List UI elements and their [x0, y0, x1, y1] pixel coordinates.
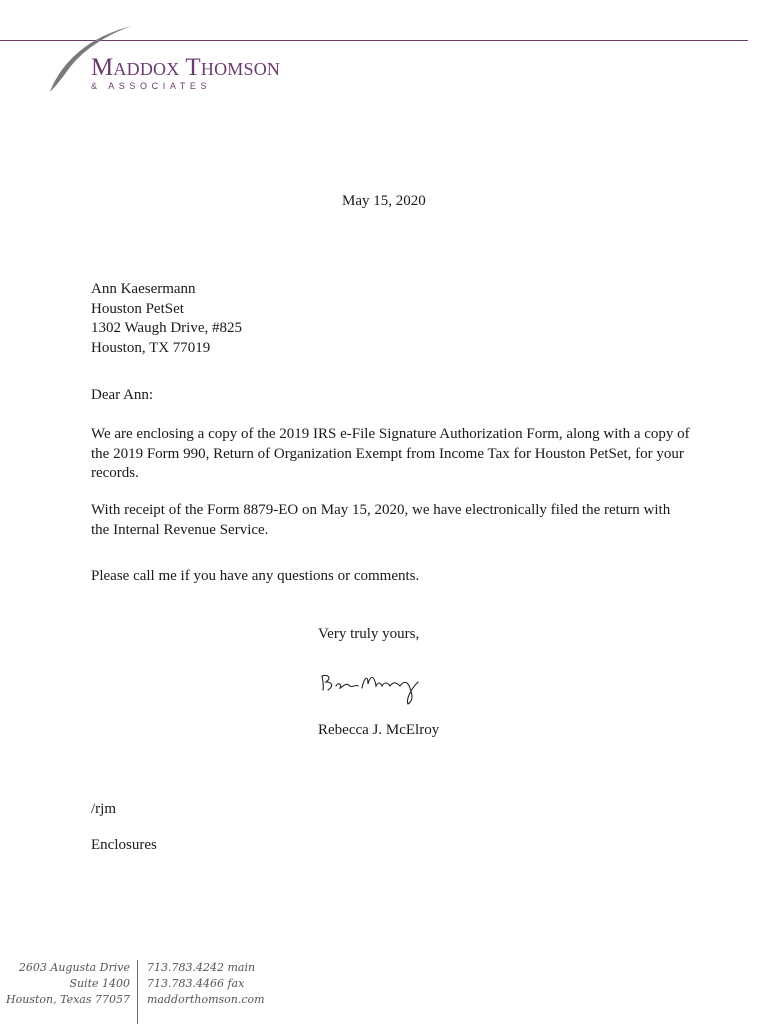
logo-subtitle: & ASSOCIATES: [91, 81, 212, 91]
footer-phone: 713.783.4242 main: [147, 961, 256, 974]
footer-suite: Suite 1400: [69, 977, 130, 990]
recipient-organization: Houston PetSet: [91, 300, 184, 317]
typist-initials: /rjm: [91, 801, 116, 817]
footer-fax: 713.783.4466 fax: [147, 977, 245, 990]
footer-city: Houston, Texas 77057: [6, 993, 130, 1006]
closing: Very truly yours,: [318, 626, 420, 642]
signature-image: [318, 660, 428, 710]
footer-street: 2603 Augusta Drive: [18, 961, 130, 974]
footer-address: [6, 960, 130, 1008]
enclosures-note: Enclosures: [91, 837, 157, 853]
paragraph-2: With receipt of the Form 8879-EO on May 15, 2020, we have electronically filed the return with the Internal Revenue Service.: [91, 502, 671, 538]
logo-name: Maddox Thomson: [91, 54, 281, 81]
recipient-street: 1302 Waugh Drive, #825: [91, 320, 242, 336]
signer-name: Rebecca J. McElroy: [318, 722, 440, 738]
recipient-address: [91, 280, 242, 358]
footer-website: maddorthomson.com: [147, 993, 265, 1006]
recipient-city: Houston, TX 77019: [91, 339, 211, 356]
paragraph-3: Please call me if you have any questions or comments.: [91, 568, 420, 584]
footer-divider: [137, 960, 138, 1024]
letter-date: May 15, 2020: [342, 193, 426, 209]
salutation: Dear Ann:: [91, 387, 154, 403]
recipient-name: Ann Kaesermann: [91, 281, 196, 297]
footer-contact: [147, 960, 265, 1008]
paragraph-1: We are enclosing a copy of the 2019 IRS e-File Signature Authorization Form, along with a copy of the 2019 Form 990, Return of Organization Exempt from Income Tax for Houston PetSet, for your records.: [91, 426, 690, 481]
